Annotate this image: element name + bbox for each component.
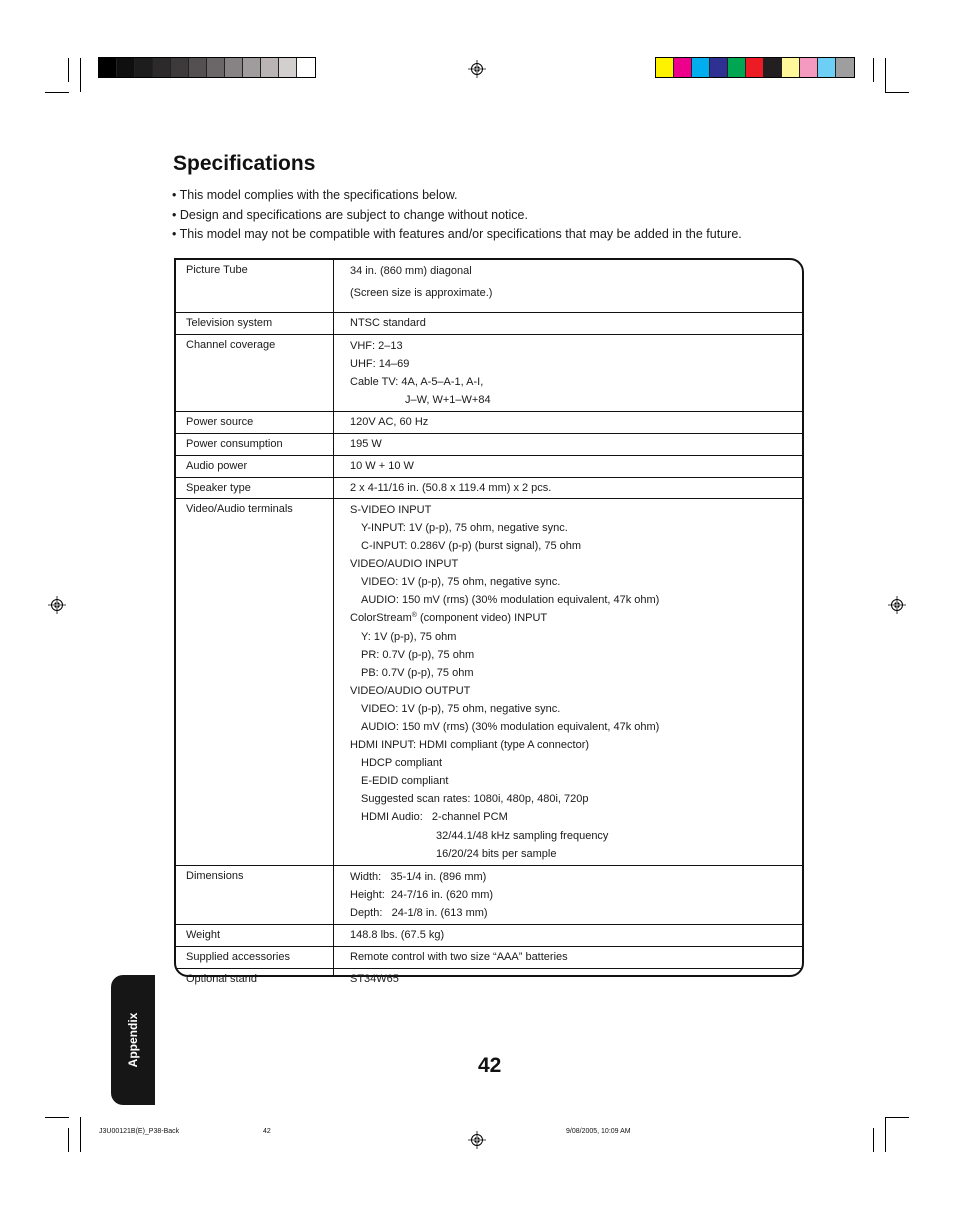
notice-item: • This model complies with the specifications below. <box>172 188 458 202</box>
spec-label: Channel coverage <box>186 338 276 351</box>
spec-label: Video/Audio terminals <box>186 502 293 515</box>
color-swatch <box>710 58 728 77</box>
spec-value: VHF: 2–13 UHF: 14–69 Cable TV: 4A, A-5–A-1, A-I, J–W, W+1–W+84 <box>350 339 491 406</box>
color-bar <box>655 57 855 78</box>
crop-mark <box>68 1128 69 1152</box>
color-swatch <box>692 58 710 77</box>
spec-row-television-system <box>176 312 802 334</box>
spec-row-channel-coverage <box>176 334 802 411</box>
footer-page: 42 <box>263 1128 271 1135</box>
crop-mark <box>885 1117 886 1152</box>
notice-list <box>172 187 742 246</box>
crop-mark <box>885 92 909 93</box>
spec-row-weight <box>176 925 802 947</box>
spec-value: 195 W <box>350 437 382 450</box>
spec-row-supplied-accessories <box>176 947 802 969</box>
color-swatch <box>764 58 782 77</box>
spec-value: 10 W + 10 W <box>350 459 414 472</box>
crop-mark <box>873 1128 874 1152</box>
crop-mark <box>873 58 874 82</box>
footer-datetime: 9/08/2005, 10:09 AM <box>566 1128 631 1135</box>
color-swatch <box>782 58 800 77</box>
spec-value: NTSC standard <box>350 316 426 329</box>
spec-row-video-audio-terminals <box>176 498 802 865</box>
spec-label: Supplied accessories <box>186 951 290 964</box>
spec-label: Power source <box>186 415 254 428</box>
crop-mark <box>45 92 69 93</box>
spec-value: 2 x 4-11/16 in. (50.8 x 119.4 mm) x 2 pcs. <box>350 481 552 494</box>
spec-row-optional-stand <box>176 969 802 991</box>
page-number: 42 <box>478 1054 502 1077</box>
grayscale-bar <box>98 57 316 78</box>
color-swatch <box>117 58 135 77</box>
spec-label: Television system <box>186 316 273 329</box>
spec-value: 120V AC, 60 Hz <box>350 415 429 428</box>
spec-value: ST34W65 <box>350 973 399 986</box>
crop-mark <box>45 1117 69 1118</box>
color-swatch <box>243 58 261 77</box>
crop-mark <box>885 58 886 92</box>
color-swatch <box>207 58 225 77</box>
appendix-tab <box>111 975 155 1105</box>
color-swatch <box>153 58 171 77</box>
color-swatch <box>836 58 854 77</box>
appendix-tab-label: Appendix <box>126 1012 140 1068</box>
color-swatch <box>225 58 243 77</box>
crop-mark <box>885 1117 909 1118</box>
crop-mark <box>80 58 81 92</box>
notice-item: • This model may not be compatible with features and/or specifications that may be added in the future. <box>172 227 742 241</box>
color-swatch <box>746 58 764 77</box>
spec-label: Picture Tube <box>186 264 248 276</box>
spec-label: Dimensions <box>186 869 244 882</box>
page-title: Specifications <box>173 152 316 175</box>
registration-target-icon <box>468 60 486 78</box>
specifications-table <box>174 258 804 986</box>
column-divider <box>333 260 334 975</box>
color-swatch <box>800 58 818 77</box>
crop-mark <box>68 58 69 82</box>
spec-label: Weight <box>186 929 221 942</box>
spec-value: S-VIDEO INPUT Y-INPUT: 1V (p-p), 75 ohm, negative sync. C-INPUT: 0.286V (p-p) (burst signal), 75 ohm VIDEO/AUDIO INPUT VIDEO: 1V (p-p), 75 ohm, negative sync. AUDIO: 150 mV (rms) (30% modulation equivalent, 47k ohm) ColorStream® (component video) INPUT Y: 1V (p-p), 75 ohm PR: 0.7V (p-p), 75 ohm PB: 0.7V (p-p), 75 ohm VIDEO/AUDIO OUTPUT VIDEO: 1V (p-p), 75 ohm, negative sync. AUDIO: 150 mV (rms) (30% modulation equivalent, 47k ohm) HDMI INPUT: HDMI compliant (type A connector) HDCP compliant E-EDID compliant Suggested scan rates: 1080i, 480p, 480i, 720p HDMI Audio: 2-channel PCM 32/44.1/48 kHz sampling frequency 16/20/24 bits per sample <box>350 503 660 860</box>
crop-mark <box>80 1117 81 1152</box>
color-swatch <box>171 58 189 77</box>
spec-label: Optional stand <box>186 973 257 986</box>
spec-row-power-source <box>176 411 802 433</box>
spec-label: Audio power <box>186 459 248 472</box>
color-swatch <box>261 58 279 77</box>
color-swatch <box>728 58 746 77</box>
registration-target-icon <box>468 1131 486 1149</box>
spec-label: Power consumption <box>186 437 283 450</box>
color-swatch <box>818 58 836 77</box>
color-swatch <box>656 58 674 77</box>
color-swatch <box>279 58 297 77</box>
color-swatch <box>297 58 315 77</box>
footer-file-name: J3U00121B(E)_P38-Back <box>99 1128 180 1135</box>
color-swatch <box>135 58 153 77</box>
registration-target-icon <box>888 596 906 614</box>
spec-row-power-consumption <box>176 433 802 455</box>
spec-value: 148.8 lbs. (67.5 kg) <box>350 929 445 942</box>
spec-row-speaker-type <box>176 477 802 498</box>
notice-item: • Design and specifications are subject to change without notice. <box>172 207 528 222</box>
color-swatch <box>99 58 117 77</box>
spec-row-audio-power <box>176 455 802 477</box>
spec-value: Width: 35-1/4 in. (896 mm) Height: 24-7/16 in. (620 mm) Depth: 24-1/8 in. (613 mm) <box>350 870 494 919</box>
registration-target-icon <box>48 596 66 614</box>
spec-value: 34 in. (860 mm) diagonal (Screen size is approximate.) <box>350 265 493 299</box>
spec-row-dimensions <box>176 865 802 924</box>
spec-row-picture-tube <box>176 260 802 312</box>
spec-value: Remote control with two size “AAA” batteries <box>350 951 568 964</box>
spec-label: Speaker type <box>186 481 251 494</box>
color-swatch <box>674 58 692 77</box>
color-swatch <box>189 58 207 77</box>
